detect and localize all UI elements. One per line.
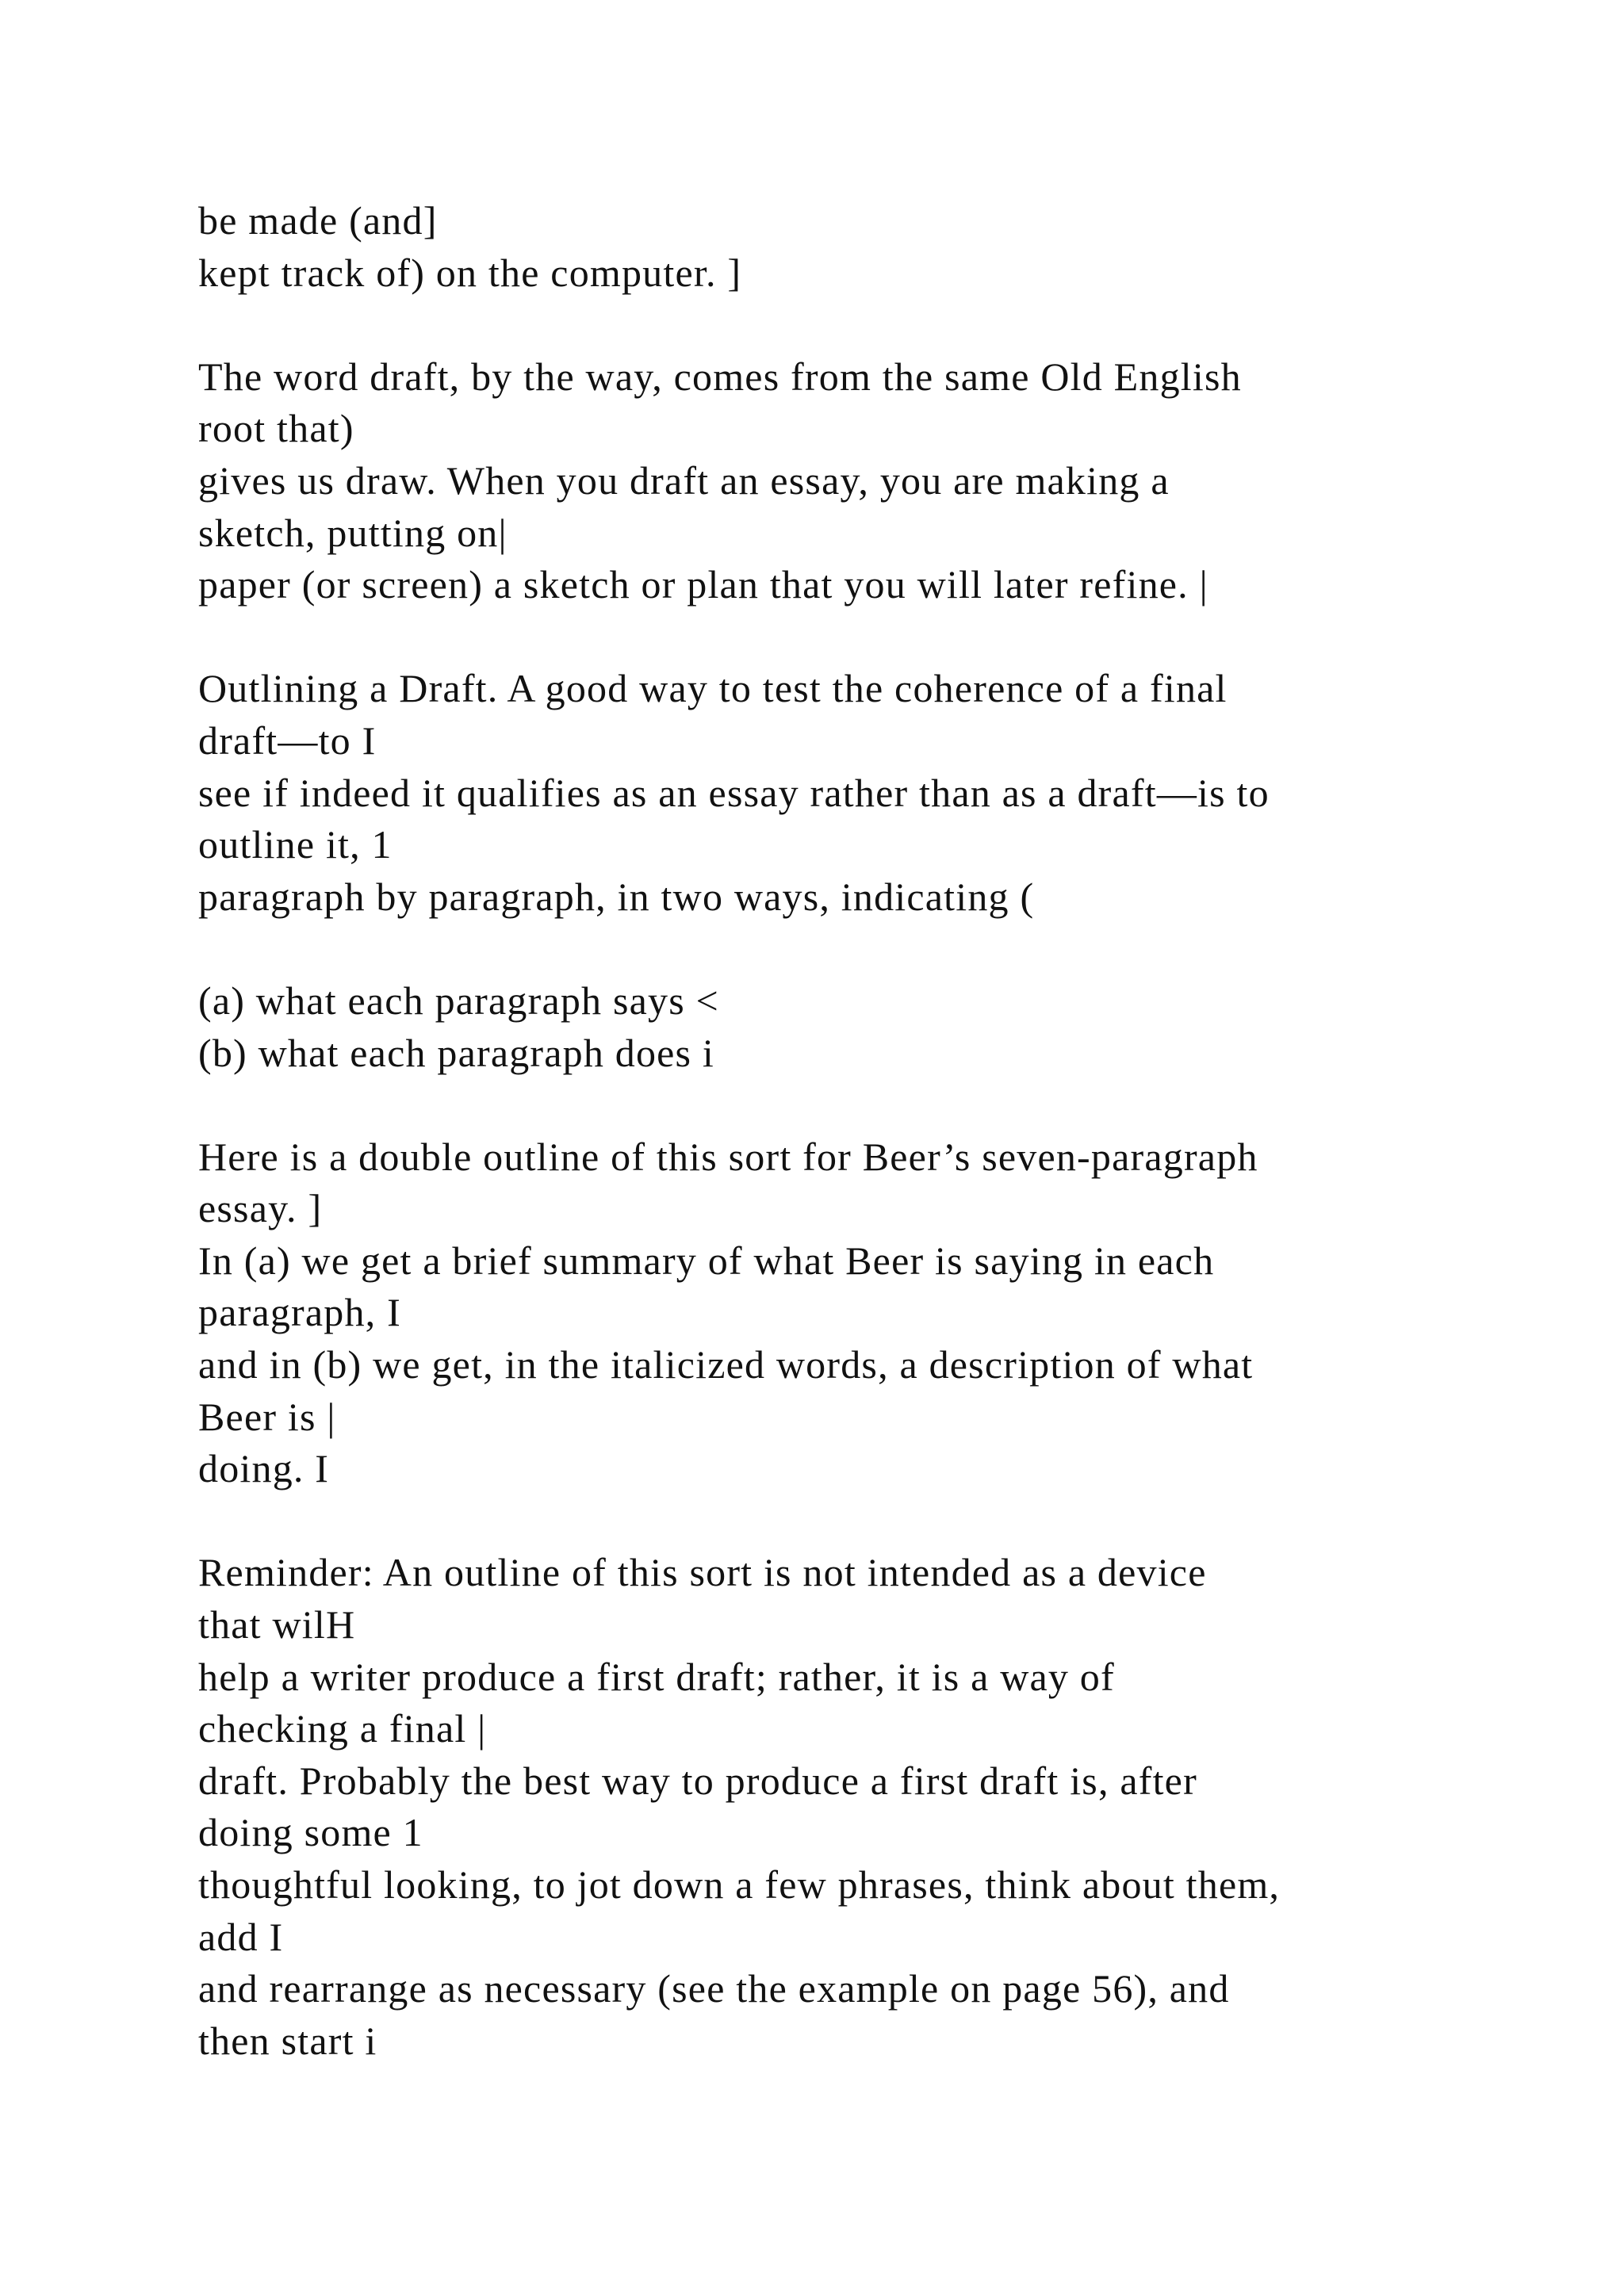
- text-line: outline it, 1: [198, 822, 393, 867]
- text-line: Beer is |: [198, 1394, 336, 1439]
- paragraph-reminder: [198, 1547, 1546, 2067]
- text-line: and in (b) we get, in the italicized words, a description of what: [198, 1342, 1254, 1387]
- text-line: thoughtful looking, to jot down a few phrases, think about them,: [198, 1862, 1281, 1907]
- text-line: that wilH: [198, 1602, 356, 1647]
- text-line: see if indeed it qualifies as an essay rather than as a draft—is to: [198, 770, 1270, 815]
- text-line: The word draft, by the way, comes from the same Old English: [198, 354, 1242, 399]
- paragraph-outlining-draft: [198, 663, 1546, 923]
- text-line: Reminder: An outline of this sort is not intended as a device: [198, 1550, 1207, 1595]
- text-line: sketch, putting on|: [198, 510, 508, 555]
- text-line: gives us draw. When you draft an essay, you are making a: [198, 457, 1170, 503]
- text-line: kept track of) on the computer. ]: [198, 250, 742, 295]
- paragraph-word-draft: [198, 351, 1546, 611]
- text-line: then start i: [198, 2018, 377, 2063]
- text-line: root that): [198, 406, 354, 451]
- text-line: paper (or screen) a sketch or plan that you will later refine. |: [198, 562, 1208, 607]
- text-line: In (a) we get a brief summary of what Beer is saying in each: [198, 1238, 1215, 1283]
- paragraph-double-outline: [198, 1131, 1546, 1495]
- text-line: doing some 1: [198, 1810, 423, 1855]
- text-line: essay. ]: [198, 1186, 323, 1231]
- text-line: Outlining a Draft. A good way to test the coherence of a final: [198, 666, 1228, 711]
- text-line: checking a final |: [198, 1706, 487, 1751]
- text-line: doing. I: [198, 1446, 330, 1491]
- text-line: paragraph by paragraph, in two ways, indicating (: [198, 874, 1035, 919]
- text-line: be made (and]: [198, 198, 438, 243]
- text-line: draft—to I: [198, 718, 377, 763]
- text-line: draft. Probably the best way to produce a first draft is, after: [198, 1758, 1197, 1803]
- paragraph-computer-tracking: [198, 195, 1546, 299]
- paragraph-outline-ways: [198, 975, 1546, 1079]
- text-line: Here is a double outline of this sort for Beer’s seven-paragraph: [198, 1134, 1258, 1179]
- text-line: and rearrange as necessary (see the example on page 56), and: [198, 1966, 1230, 2011]
- document-body: [198, 195, 1546, 2119]
- text-line: (b) what each paragraph does i: [198, 1030, 714, 1075]
- text-line: add I: [198, 1914, 284, 1959]
- text-line: paragraph, I: [198, 1290, 401, 1335]
- text-line: help a writer produce a first draft; rather, it is a way of: [198, 1654, 1115, 1699]
- text-line: (a) what each paragraph says <: [198, 978, 719, 1023]
